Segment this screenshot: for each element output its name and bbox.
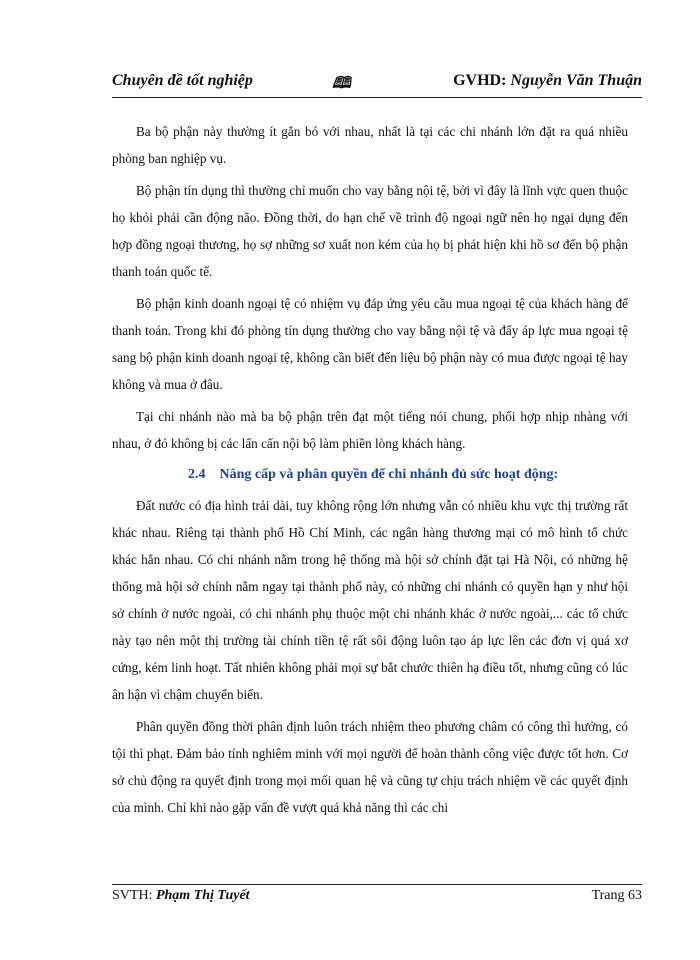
paragraph: Đất nước có địa hình trải dài, tuy không rộng lớn nhưng vẫn có nhiều khu vực thị trường rất khác nhau. Riêng tại thành phố Hồ Chí Minh, các ngân hàng thương mại có mô hình tổ chức khác hẳn nhau. Có chi nhánh nằm trong hệ thống mà hội sở chính đặt tại Hà Nội, có những hệ thống mà hội sở chính nằm ngay tại thành phố này, có những chi nhánh có quyền hạn y như hội sở chính ở nước ngoài, có chi nhánh phụ thuộc một chi nhánh khác ở nước ngoài,... các tổ chức này tạo nên một thị trường tài chính tiền tệ rất sôi động luôn tạo áp lực lên các đơn vị quá xơ cứng, kém linh hoạt. Tất nhiên không phải mọi sự bắt chước thiên hạ điều tốt, nhưng cũng có lúc ân hận vì chậm chuyển biến. [112, 498, 628, 702]
section-number: 2.4 [188, 467, 206, 482]
header-advisor [453, 72, 642, 90]
paragraph: Tại chi nhánh nào mà ba bộ phận trên đạt một tiếng nói chung, phối hợp nhịp nhàng với nhau, ở đó không bị các lấn cấn nội bộ làm phiền lòng khách hàng. [112, 409, 628, 451]
section-heading [112, 461, 628, 488]
paragraph: Bộ phận kinh doanh ngoại tệ có nhiệm vụ đáp ứng yêu cầu mua ngoại tệ của khách hàng để thanh toán. Trong khi đó phòng tín dụng thường cho vay bằng nội tệ và đẩy áp lực mua ngoại tệ sang bộ phận kinh doanh ngoại tệ, không cần biết đến liệu bộ phận này có mua được ngoại tệ hay không và mua ở đâu. [112, 296, 628, 392]
page-number: Trang 63 [591, 888, 642, 903]
section-title: Nâng cấp và phân quyền để chi nhánh đủ sức hoạt động: [219, 467, 559, 482]
book-icon: 🕮 [332, 75, 351, 92]
header-advisor-prefix: GVHD: [453, 72, 511, 89]
paragraph: Bộ phận tín dụng thì thường chỉ muốn cho vay bằng nội tệ, bởi vì đây là lĩnh vực quen thuộc họ khỏi phải cần động não. Đồng thời, do hạn chế về trình độ ngoại ngữ nên họ ngại dụng đến hợp đồng ngoại thương, họ sợ những sơ xuất non kém của họ bị phát hiện khi hồ sơ đến bộ phận thanh toán quốc tế. [112, 183, 628, 279]
footer-student-prefix: SVTH: [112, 888, 156, 903]
page-footer [112, 888, 642, 912]
header-advisor-name: Nguyễn Văn Thuận [510, 72, 642, 89]
page-header [112, 72, 642, 94]
header-divider [112, 97, 642, 98]
paragraph: Phân quyền đồng thời phân định luôn trách nhiệm theo phương châm có công thì hưởng, có tội thì phạt. Đảm bảo tính nghiêm minh với mọi người để hoàn thành công việc được tốt hơn. Cơ sở chủ động ra quyết định trong mọi mối quan hệ và cũng tự chịu trách nhiệm về các quyết định của mình. Chỉ khi nào gặp vấn đề vượt quá khả năng thì các chi [112, 719, 628, 815]
document-body [112, 118, 628, 821]
footer-divider [112, 884, 642, 885]
footer-student [112, 888, 250, 904]
paragraph: Ba bộ phận này thường ít gắn bó với nhau, nhất là tại các chi nhánh lớn đặt ra quá nhiều phòng ban nghiệp vụ. [112, 124, 628, 166]
footer-student-name: Phạm Thị Tuyết [155, 888, 250, 903]
header-document-type: Chuyên đề tốt nghiệp [112, 72, 253, 89]
